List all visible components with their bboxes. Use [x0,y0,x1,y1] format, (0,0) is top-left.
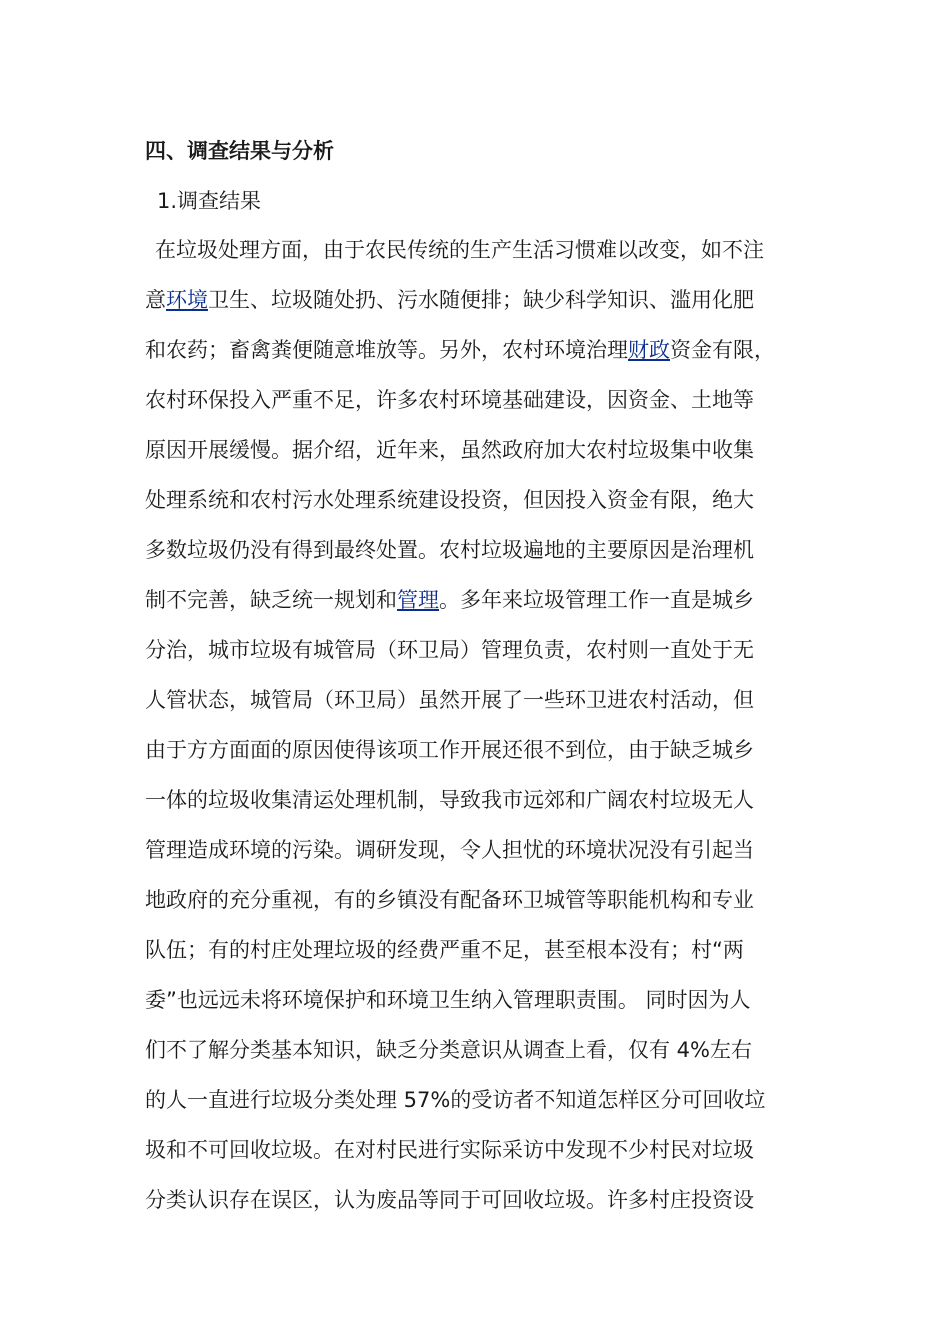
text-run: 。多年来垃圾管理工作一直是城乡 [439,588,754,612]
text-run: 的人一直进行垃圾分类处理 57%的受访者不知道怎样区分可回收垃 [145,1088,766,1112]
text-run: 地政府的充分重视，有的乡镇没有配备环卫城管等职能机构和专业 [145,888,754,912]
text-run: 在垃圾处理方面，由于农民传统的生产生活习惯难以改变，如不注 [155,238,764,262]
text-line [145,434,835,484]
text-run: 处理系统和农村污水处理系统建设投资，但因投入资金有限，绝大 [145,488,754,512]
text-line [145,784,835,834]
text-run: 分类认识存在误区，认为废品等同于可回收垃圾。许多村庄投资设 [145,1188,754,1212]
text-line [145,334,835,384]
text-run: 卫生、垃圾随处扔、污水随便排；缺少科学知识、滥用化肥 [208,288,754,312]
text-line [145,984,835,1034]
text-line [145,584,835,634]
body-paragraph [145,234,835,1234]
text-run: 和农药；畜禽粪便随意堆放等。另外，农村环境治理 [145,338,628,362]
text-run: 们不了解分类基本知识，缺乏分类意识从调查上看，仅有 4%左右 [145,1038,752,1062]
text-run: 分治，城市垃圾有城管局（环卫局）管理负责，农村则一直处于无 [145,638,754,662]
text-line [145,1034,835,1084]
text-line [145,1184,835,1234]
text-run: 人管状态，城管局（环卫局）虽然开展了一些环卫进农村活动，但 [145,688,754,712]
text-run: 一体的垃圾收集清运处理机制，导致我市远郊和广阔农村垃圾无人 [145,788,754,812]
link-finance[interactable]: 财政 [628,338,670,362]
link-environment[interactable]: 环境 [166,288,208,312]
text-run: 由于方方面面的原因使得该项工作开展还很不到位，由于缺乏城乡 [145,738,754,762]
text-line [145,734,835,784]
text-run: 制不完善，缺乏统一规划和 [145,588,397,612]
text-run: 资金有限， [670,338,775,362]
text-run: 管理造成环境的污染。调研发现，令人担忧的环境状况没有引起当 [145,838,754,862]
text-line [145,384,835,434]
text-line [145,634,835,684]
text-line [145,284,835,334]
text-line [145,534,835,584]
text-run: 委”也远远未将环境保护和环境卫生纳入管理职责围。 同时因为人 [145,988,751,1012]
text-line [145,934,835,984]
text-line [145,484,835,534]
text-run: 圾和不可回收垃圾。在对村民进行实际采访中发现不少村民对垃圾 [145,1138,754,1162]
link-management[interactable]: 管理 [397,588,439,612]
subsection-heading: 1.调查结果 [157,189,262,213]
text-run: 原因开展缓慢。据介绍，近年来，虽然政府加大农村垃圾集中收集 [145,438,754,462]
text-run: 农村环保投入严重不足，许多农村环境基础建设，因资金、土地等 [145,388,754,412]
text-line [145,834,835,884]
text-line [145,1084,835,1134]
text-line [145,234,835,284]
text-line [145,684,835,734]
section-heading: 四、调查结果与分析 [145,139,334,163]
text-run: 队伍；有的村庄处理垃圾的经费严重不足，甚至根本没有；村“两 [145,938,744,962]
text-line [145,1134,835,1184]
text-line [145,884,835,934]
text-run: 意 [145,288,166,312]
text-run: 多数垃圾仍没有得到最终处置。农村垃圾遍地的主要原因是治理机 [145,538,754,562]
